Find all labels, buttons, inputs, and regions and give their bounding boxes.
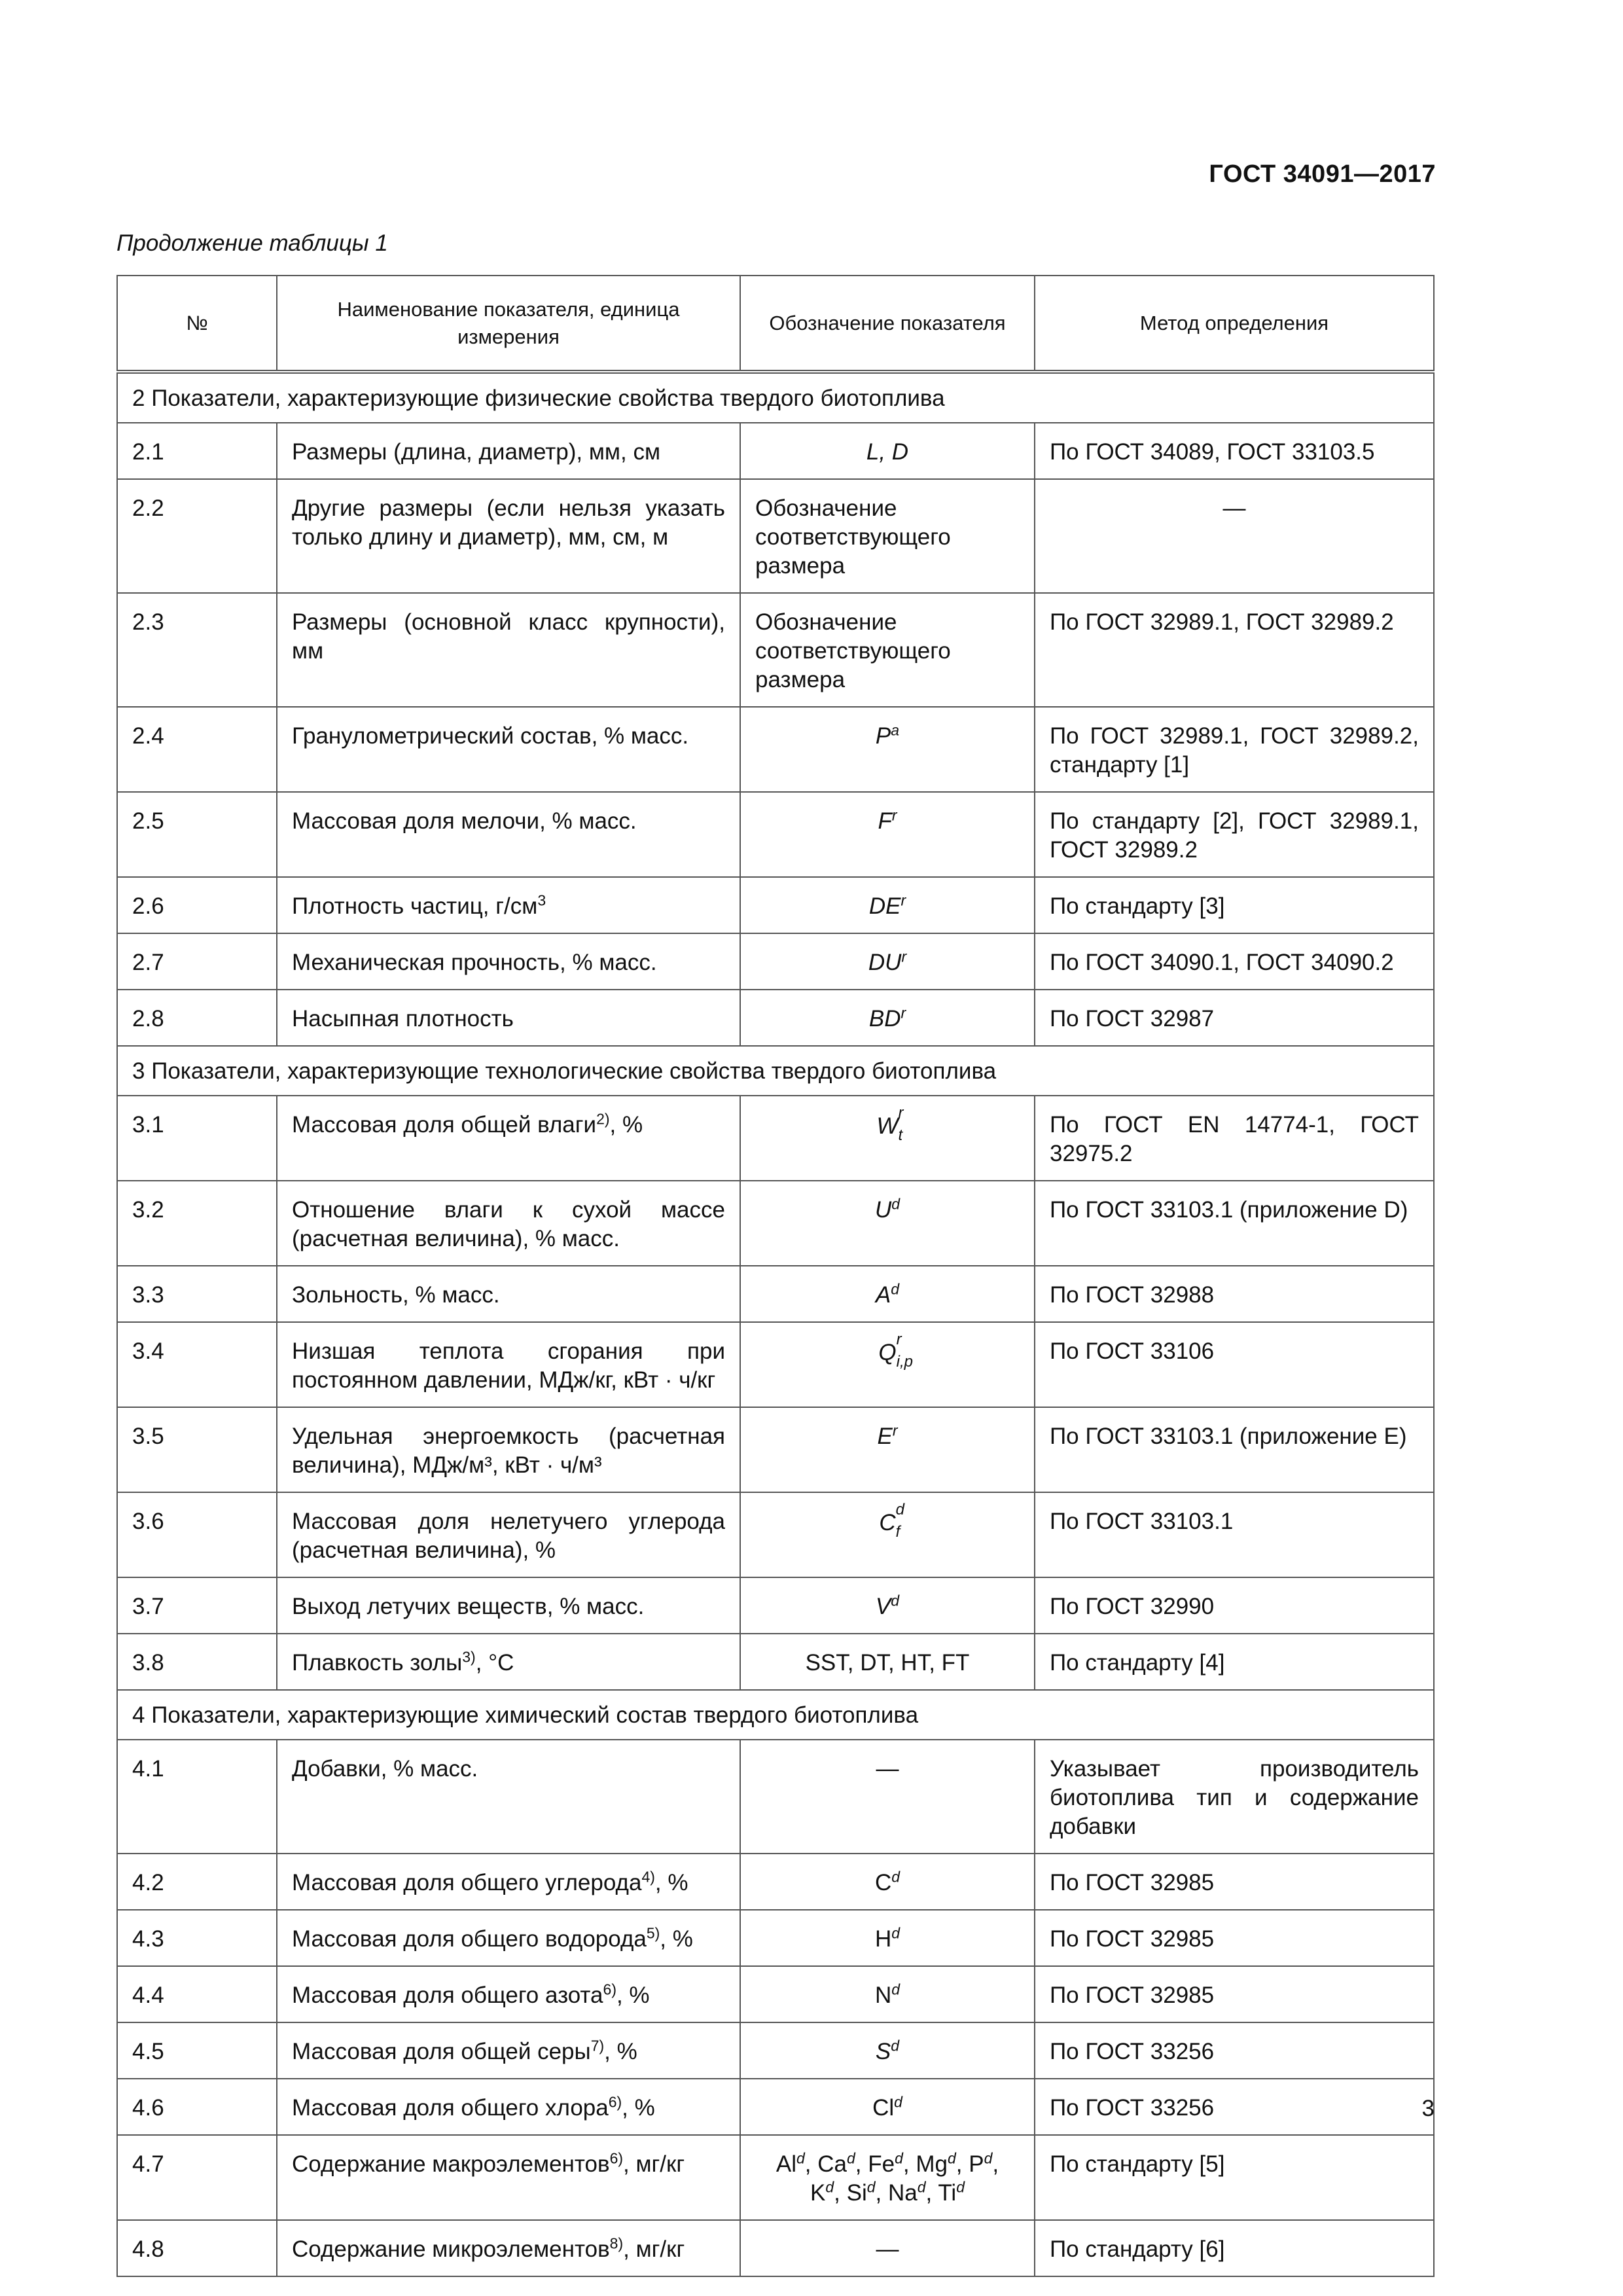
indicator-name-text: Низшая теплота сгорания при постоянном давлении, МДж/кг, кВт · ч/кг <box>292 1338 725 1393</box>
indicator-name <box>277 1181 740 1266</box>
table-row <box>117 2135 1434 2220</box>
indicator-name <box>277 593 740 707</box>
symbol-superscript: a <box>891 721 900 739</box>
determination-method: По ГОСТ 32988 <box>1035 1266 1434 1322</box>
row-number: 4.3 <box>117 1910 277 1966</box>
determination-method: По ГОСТ 32987 <box>1035 990 1434 1046</box>
row-number: 4.2 <box>117 1854 277 1910</box>
standard-designation: ГОСТ 34091—2017 <box>1209 160 1436 188</box>
row-number: 3.7 <box>117 1577 277 1634</box>
symbol-with-indices <box>879 1501 904 1541</box>
indicator-name-text: Размеры (основной класс крупности), мм <box>292 609 725 664</box>
determination-method: По стандарту [2], ГОСТ 32989.1, ГОСТ 32989.2 <box>1035 792 1434 877</box>
indicator-name-text: Плавкость золы <box>292 1650 463 1676</box>
indicator-symbol <box>740 1266 1035 1322</box>
symbol-superscript: d <box>891 1981 901 1998</box>
indicator-name-unit: , % <box>604 2039 637 2064</box>
symbol-superscript: d <box>891 1195 901 1213</box>
indicator-name-text: Удельная энергоемкость (расчетная величина), МДж/м³, кВт · ч/м³ <box>292 1424 725 1478</box>
indicator-symbol <box>740 1966 1035 2022</box>
determination-method: По стандарту [6] <box>1035 2220 1434 2276</box>
footnote-ref: 2) <box>596 1110 610 1128</box>
determination-method: По ГОСТ 32985 <box>1035 1910 1434 1966</box>
symbol-base: — <box>876 1756 899 1782</box>
row-number: 3.8 <box>117 1634 277 1690</box>
determination-method: По ГОСТ 34089, ГОСТ 33103.5 <box>1035 423 1434 479</box>
separator: , <box>955 2151 969 2177</box>
determination-method: По ГОСТ 32989.1, ГОСТ 32989.2 <box>1035 593 1434 707</box>
footnote-ref: 5) <box>646 1924 660 1942</box>
element-superscript: d <box>825 2178 834 2196</box>
indicator-name-text: Массовая доля общего хлора <box>292 2095 609 2121</box>
symbol-superscript: r <box>892 1422 898 1439</box>
indicator-name-unit: , мг/кг <box>623 2236 685 2262</box>
row-number: 4.8 <box>117 2220 277 2276</box>
table-row <box>117 990 1434 1046</box>
table-row <box>117 1407 1434 1492</box>
indicator-name <box>277 2079 740 2135</box>
element-superscript: d <box>796 2149 805 2167</box>
determination-method: По стандарту [5] <box>1035 2135 1434 2220</box>
page-number: 3 <box>1421 2096 1435 2121</box>
column-header-name: Наименование показателя, единица измерения <box>277 276 740 372</box>
footnote-ref: 6) <box>609 2149 624 2167</box>
table-row <box>117 1634 1434 1690</box>
indicator-name <box>277 423 740 479</box>
row-number: 4.4 <box>117 1966 277 2022</box>
symbol-base: N <box>874 1982 892 2008</box>
table-row <box>117 2079 1434 2135</box>
symbol-base: Обозначение соответствующего размера <box>755 495 951 579</box>
symbol-base: Q <box>878 1340 897 1366</box>
separator: , <box>902 2151 916 2177</box>
column-header-symbol: Обозначение показателя <box>740 276 1035 372</box>
table-row <box>117 1322 1434 1407</box>
symbol-base: F <box>878 808 892 834</box>
footnote-ref: 6) <box>603 1981 616 1998</box>
indicator-symbol <box>740 593 1035 707</box>
footnote-ref: 7) <box>590 2037 605 2054</box>
table-row <box>117 1577 1434 1634</box>
footnote-ref: 4) <box>641 1868 655 1886</box>
symbol-base: C <box>879 1510 896 1536</box>
determination-method: По ГОСТ 33106 <box>1035 1322 1434 1407</box>
indicator-name-unit: , мг/кг <box>623 2151 685 2177</box>
table-row <box>117 593 1434 707</box>
determination-method: По ГОСТ 34090.1, ГОСТ 34090.2 <box>1035 933 1434 990</box>
indicator-symbol <box>740 2022 1035 2079</box>
symbol-superscript: d <box>891 1592 900 1609</box>
indicator-name-text: Массовая доля общей серы <box>292 2039 591 2064</box>
indicator-symbol <box>740 1634 1035 1690</box>
indicator-name-text: Размеры (длина, диаметр), мм, см <box>292 439 661 465</box>
symbol-base: E <box>877 1424 893 1449</box>
table-continuation-caption: Продолжение таблицы 1 <box>116 230 388 256</box>
table-row <box>117 1910 1434 1966</box>
indicator-symbol <box>740 933 1035 990</box>
symbol-base: P <box>875 723 891 749</box>
row-number: 4.5 <box>117 2022 277 2079</box>
indicator-name <box>277 877 740 933</box>
determination-method: По ГОСТ EN 14774-1, ГОСТ 32975.2 <box>1035 1096 1434 1181</box>
element-symbol: P <box>969 2151 984 2177</box>
element-superscript: d <box>917 2178 926 2196</box>
row-number: 3.2 <box>117 1181 277 1266</box>
indicator-name <box>277 1492 740 1577</box>
element-symbol: K <box>810 2180 826 2206</box>
indicator-name <box>277 792 740 877</box>
table-row <box>117 877 1434 933</box>
element-symbol: Ca <box>817 2151 847 2177</box>
indicator-name-text: Массовая доля нелетучего углерода (расчетная величина), % <box>292 1509 725 1563</box>
element-symbol: Na <box>887 2180 918 2206</box>
indicator-name-text: Содержание макроэлементов <box>292 2151 610 2177</box>
determination-method: По ГОСТ 33256 <box>1035 2079 1434 2135</box>
indicator-name <box>277 1577 740 1634</box>
indicator-symbol <box>740 2079 1035 2135</box>
indicator-name <box>277 479 740 593</box>
row-number: 2.7 <box>117 933 277 990</box>
section-row <box>117 372 1434 423</box>
element-superscript: d <box>947 2149 956 2167</box>
indicator-name-text: Механическая прочность, % масс. <box>292 950 657 975</box>
indicator-name-text: Выход летучих веществ, % масс. <box>292 1594 645 1619</box>
determination-method: По ГОСТ 32990 <box>1035 1577 1434 1634</box>
table-row <box>117 1266 1434 1322</box>
determination-method: — <box>1035 479 1434 593</box>
separator: , <box>875 2180 888 2206</box>
row-number: 2.1 <box>117 423 277 479</box>
symbol-superscript: r <box>891 806 897 824</box>
element-superscript: d <box>895 2149 903 2167</box>
element-symbol: Al <box>776 2151 796 2177</box>
indicator-name-text: Массовая доля общего водорода <box>292 1926 647 1952</box>
table-row <box>117 423 1434 479</box>
section-row <box>117 1046 1434 1096</box>
symbol-with-indices <box>878 1331 913 1371</box>
element-symbol: Fe <box>868 2151 895 2177</box>
row-number: 3.1 <box>117 1096 277 1181</box>
indicator-name <box>277 933 740 990</box>
indicator-name-unit: , % <box>622 2095 655 2121</box>
indicator-symbol <box>740 2135 1035 2220</box>
footnote-ref: 3 <box>537 891 546 909</box>
separator: , <box>925 2180 938 2206</box>
indicator-name <box>277 990 740 1046</box>
symbol-base: W <box>876 1113 899 1139</box>
symbol-base: DE <box>868 893 901 919</box>
indicator-name <box>277 1740 740 1854</box>
table-row <box>117 1492 1434 1577</box>
indicator-name-unit: , % <box>660 1926 693 1952</box>
indicators-table <box>116 275 1435 2277</box>
footnote-ref: 8) <box>609 2234 624 2252</box>
table-row <box>117 479 1434 593</box>
indicator-symbol <box>740 423 1035 479</box>
table-row <box>117 2220 1434 2276</box>
indicator-name-unit: , °C <box>475 1650 514 1676</box>
section-row <box>117 1690 1434 1740</box>
symbol-base: SST, DT, HT, FT <box>805 1650 970 1676</box>
element-superscript: d <box>956 2178 965 2196</box>
table-row <box>117 1966 1434 2022</box>
indicator-name-unit: , % <box>616 1982 650 2008</box>
indicator-name-text: Отношение влаги к сухой массе (расчетная величина), % масс. <box>292 1197 725 1251</box>
determination-method: По ГОСТ 32985 <box>1035 1854 1434 1910</box>
column-header-number: № <box>117 276 277 372</box>
row-number: 4.6 <box>117 2079 277 2135</box>
indicator-symbol <box>740 1910 1035 1966</box>
determination-method: По ГОСТ 33103.1 (приложение D) <box>1035 1181 1434 1266</box>
symbol-base: DU <box>868 950 902 975</box>
symbol-base: C <box>874 1870 892 1895</box>
footnote-ref: 6) <box>608 2093 622 2111</box>
symbol-superscript: d <box>891 1280 900 1298</box>
separator: , <box>992 2151 999 2177</box>
indicator-name <box>277 1910 740 1966</box>
determination-method: По ГОСТ 32989.1, ГОСТ 32989.2, стандарту [1] <box>1035 707 1434 792</box>
determination-method: По ГОСТ 33103.1 (приложение E) <box>1035 1407 1434 1492</box>
element-symbol: Ti <box>938 2180 957 2206</box>
symbol-base: Обозначение соответствующего размера <box>755 609 951 692</box>
symbol-subscript: i,p <box>896 1353 913 1371</box>
indicator-name-text: Массовая доля общего углерода <box>292 1870 642 1895</box>
table-row <box>117 933 1434 990</box>
separator: , <box>834 2180 847 2206</box>
determination-method: По стандарту [3] <box>1035 877 1434 933</box>
indicator-symbol <box>740 1322 1035 1407</box>
determination-method: По ГОСТ 33256 <box>1035 2022 1434 2079</box>
indicator-symbol <box>740 2220 1035 2276</box>
row-number: 3.5 <box>117 1407 277 1492</box>
indicator-name-text: Массовая доля мелочи, % масс. <box>292 808 637 834</box>
column-header-method: Метод определения <box>1035 276 1434 372</box>
indicator-name <box>277 2135 740 2220</box>
indicator-symbol <box>740 990 1035 1046</box>
indicator-symbol <box>740 707 1035 792</box>
indicator-name-text: Добавки, % масс. <box>292 1756 478 1782</box>
indicator-symbol <box>740 479 1035 593</box>
indicator-name-text: Массовая доля общего азота <box>292 1982 603 2008</box>
row-number: 3.3 <box>117 1266 277 1322</box>
element-symbol: Si <box>846 2180 867 2206</box>
symbol-base: U <box>874 1197 892 1223</box>
indicator-name-text: Гранулометрический состав, % масс. <box>292 723 689 749</box>
table-row <box>117 2022 1434 2079</box>
symbol-base: H <box>874 1926 892 1952</box>
element-superscript: d <box>866 2178 876 2196</box>
element-superscript: d <box>984 2149 993 2167</box>
table-row <box>117 792 1434 877</box>
symbol-superscript: d <box>891 2037 900 2054</box>
row-number: 2.6 <box>117 877 277 933</box>
footnote-ref: 3) <box>462 1648 476 1666</box>
indicator-name <box>277 2220 740 2276</box>
section-title: 2 Показатели, характеризующие физические свойства твердого биотоплива <box>117 372 1434 423</box>
indicator-name <box>277 1407 740 1492</box>
symbol-base: Cl <box>872 2095 895 2121</box>
symbol-superscript: r <box>901 948 907 965</box>
section-title: 3 Показатели, характеризующие технологические свойства твердого биотоплива <box>117 1046 1434 1096</box>
indicator-name-text: Зольность, % масс. <box>292 1282 500 1308</box>
indicator-name-text: Массовая доля общей влаги <box>292 1112 597 1138</box>
indicator-symbol <box>740 792 1035 877</box>
symbol-base: A <box>875 1282 891 1308</box>
indicator-name-text: Содержание микроэлементов <box>292 2236 610 2262</box>
row-number: 3.6 <box>117 1492 277 1577</box>
indicator-symbol <box>740 1492 1035 1577</box>
indicator-name-text: Насыпная плотность <box>292 1006 514 1031</box>
indicator-name-unit: , % <box>654 1870 688 1895</box>
indicator-name <box>277 1854 740 1910</box>
indicator-name <box>277 707 740 792</box>
symbol-superscript: d <box>894 2093 902 2111</box>
section-title: 4 Показатели, характеризующие химический состав твердого биотоплива <box>117 1690 1434 1740</box>
row-number: 2.4 <box>117 707 277 792</box>
symbol-base: BD <box>868 1006 901 1031</box>
separator: , <box>804 2151 818 2177</box>
determination-method: По стандарту [4] <box>1035 1634 1434 1690</box>
row-number: 4.1 <box>117 1740 277 1854</box>
table-row <box>117 1181 1434 1266</box>
element-superscript: d <box>847 2149 855 2167</box>
symbol-superscript: d <box>891 1924 901 1942</box>
symbol-superscript: d <box>895 1501 904 1519</box>
indicator-name <box>277 2022 740 2079</box>
table-row <box>117 707 1434 792</box>
symbol-base: — <box>876 2236 899 2262</box>
symbol-base: L, D <box>866 439 909 465</box>
symbol-base: S <box>875 2039 891 2064</box>
indicator-symbol <box>740 1854 1035 1910</box>
indicator-symbol <box>740 1577 1035 1634</box>
indicator-symbol <box>740 1740 1035 1854</box>
indicator-name <box>277 1266 740 1322</box>
table-row <box>117 1740 1434 1854</box>
determination-method: Указывает производитель биотоплива тип и содержание добавки <box>1035 1740 1434 1854</box>
symbol-subscript: t <box>898 1126 903 1145</box>
indicator-symbol <box>740 1096 1035 1181</box>
row-number: 3.4 <box>117 1322 277 1407</box>
indicator-symbol <box>740 1407 1035 1492</box>
indicator-name-unit: , % <box>609 1112 643 1138</box>
indicator-name <box>277 1322 740 1407</box>
row-number: 2.5 <box>117 792 277 877</box>
indicator-symbol <box>740 1181 1035 1266</box>
symbol-superscript: d <box>891 1868 901 1886</box>
symbol-superscript: r <box>896 1331 902 1349</box>
indicator-name-text: Плотность частиц, г/см <box>292 893 538 919</box>
table-row <box>117 1854 1434 1910</box>
indicator-name <box>277 1634 740 1690</box>
symbol-superscript: r <box>901 891 906 909</box>
separator: , <box>855 2151 868 2177</box>
determination-method: По ГОСТ 33103.1 <box>1035 1492 1434 1577</box>
symbol-base: V <box>875 1594 891 1619</box>
row-number: 2.8 <box>117 990 277 1046</box>
row-number: 2.3 <box>117 593 277 707</box>
indicator-name <box>277 1966 740 2022</box>
indicator-symbol <box>740 877 1035 933</box>
row-number: 4.7 <box>117 2135 277 2220</box>
table-row <box>117 1096 1434 1181</box>
symbol-superscript: r <box>901 1004 906 1022</box>
indicator-name <box>277 1096 740 1181</box>
determination-method: По ГОСТ 32985 <box>1035 1966 1434 2022</box>
row-number: 2.2 <box>117 479 277 593</box>
symbol-with-indices <box>876 1104 904 1145</box>
symbol-subscript: f <box>895 1523 901 1541</box>
indicator-name-text: Другие размеры (если нельзя указать только длину и диаметр), мм, см, м <box>292 495 725 550</box>
table-header-row <box>117 276 1434 372</box>
element-symbol: Mg <box>916 2151 948 2177</box>
symbol-superscript: r <box>898 1104 904 1122</box>
